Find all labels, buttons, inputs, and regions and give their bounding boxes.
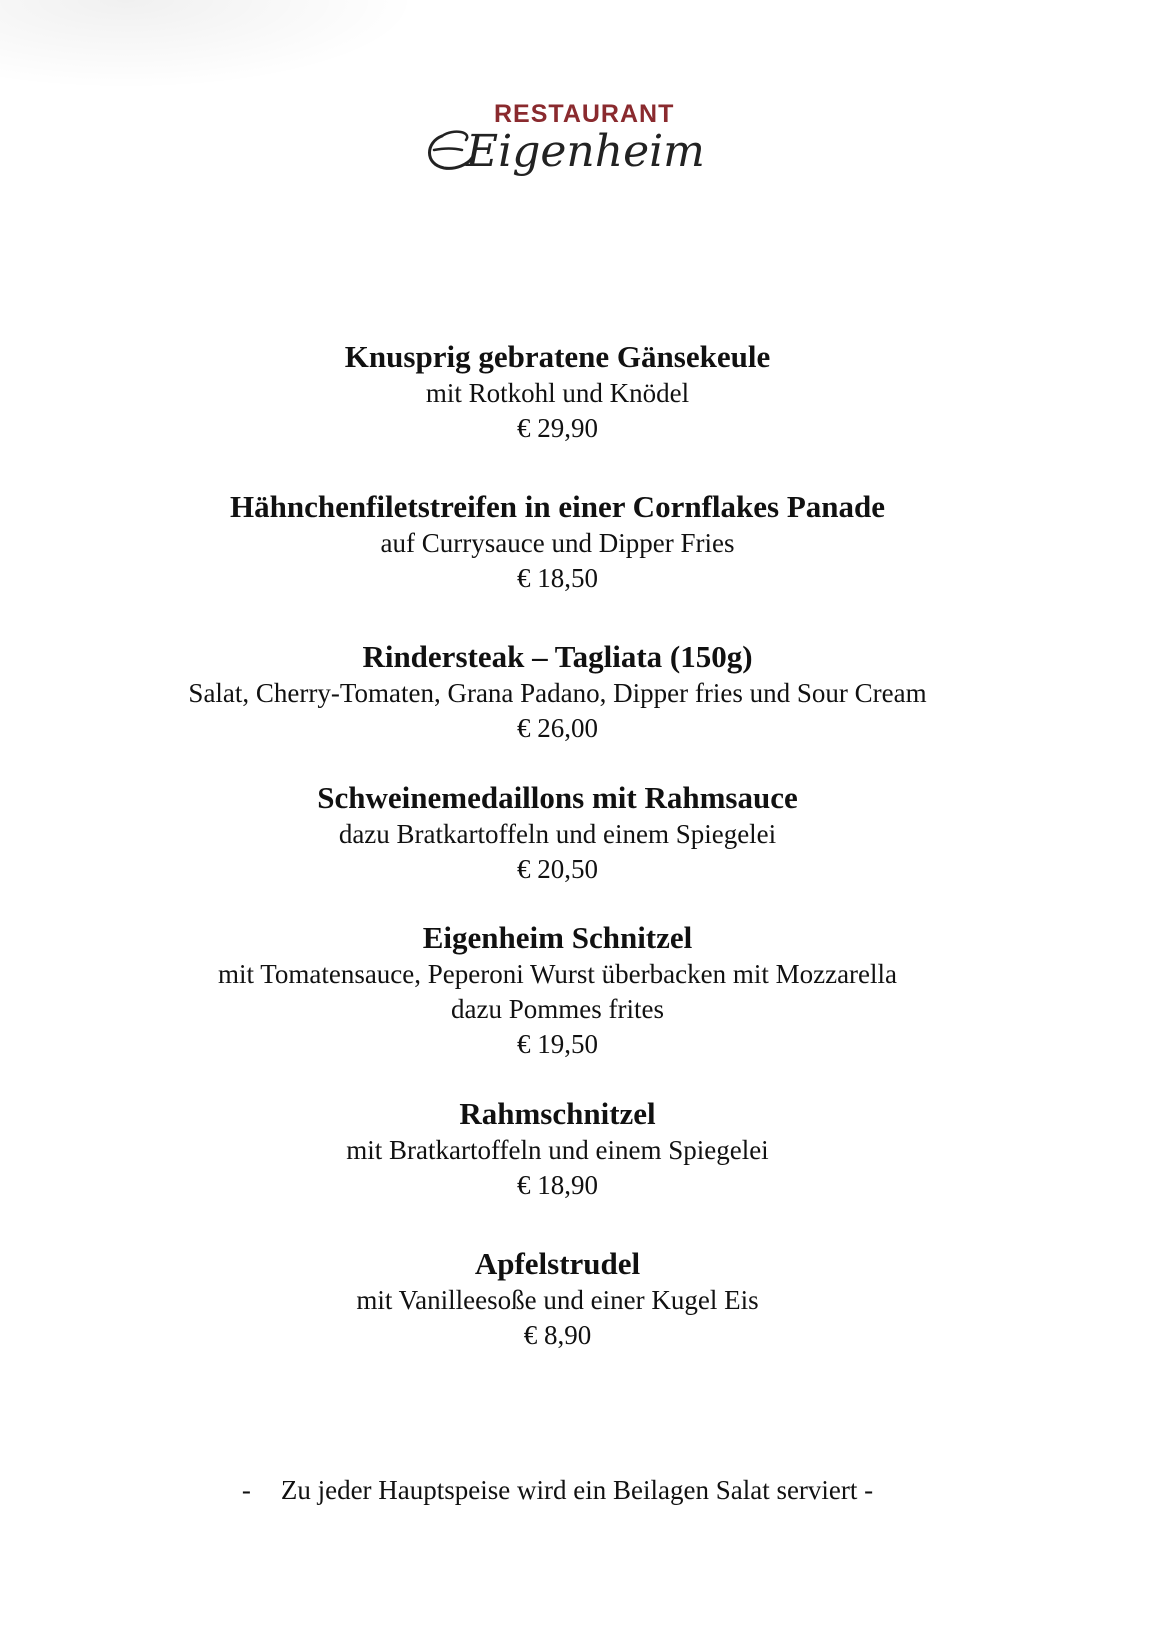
dish-price: € 18,50 [517,563,598,593]
logo-script-text: Eigenheim [466,126,705,177]
footer-note [0,1473,1115,1508]
dish-description: dazu Pommes frites [451,994,664,1024]
dish-name: Rindersteak – Tagliata (150g) [362,639,753,674]
dish-price: € 8,90 [523,1320,592,1350]
dish-description: dazu Bratkartoffeln und einem Spiegelei [338,819,777,849]
dish-item [0,919,1115,1095]
restaurant-logo [420,92,705,202]
dish-item [0,638,1115,779]
dish-price: € 20,50 [517,854,598,884]
dish-price: € 26,00 [517,713,598,743]
dish-name: Hähnchenfiletstreifen in einer Cornflakes Panade [230,489,885,524]
dish-item [0,1095,1115,1245]
dish-description: mit Tomatensauce, Peperoni Wurst überbacken mit Mozzarella [217,959,898,989]
dish-name: Knusprig gebratene Gänsekeule [344,339,771,374]
footer-note-text: Zu jeder Hauptspeise wird ein Beilagen Salat serviert - [280,1475,874,1505]
dish-description: auf Currysauce und Dipper Fries [380,528,735,558]
dish-name: Schweinemedaillons mit Rahmsauce [317,780,798,815]
dish-name: Eigenheim Schnitzel [422,920,693,955]
dish-name: Apfelstrudel [474,1246,641,1281]
logo-restaurant-label: RESTAURANT [494,100,675,128]
dish-description: mit Rotkohl und Knödel [425,378,690,408]
footer-dash: - [241,1475,251,1505]
menu-list [0,338,1115,1365]
dish-description: mit Vanilleesoße und einer Kugel Eis [356,1285,759,1315]
dish-price: € 18,90 [517,1170,598,1200]
scan-shadow [0,0,420,90]
dish-price: € 29,90 [517,413,598,443]
dish-item [0,338,1115,488]
dish-item [0,488,1115,638]
logo-eigenheim-script [420,102,705,202]
dish-price: € 19,50 [517,1029,598,1059]
dish-item [0,779,1115,919]
dish-description: mit Bratkartoffeln und einem Spiegelei [346,1135,769,1165]
dish-description: Salat, Cherry-Tomaten, Grana Padano, Dipper fries und Sour Cream [188,678,927,708]
dish-item [0,1245,1115,1365]
dish-name: Rahmschnitzel [459,1096,656,1131]
